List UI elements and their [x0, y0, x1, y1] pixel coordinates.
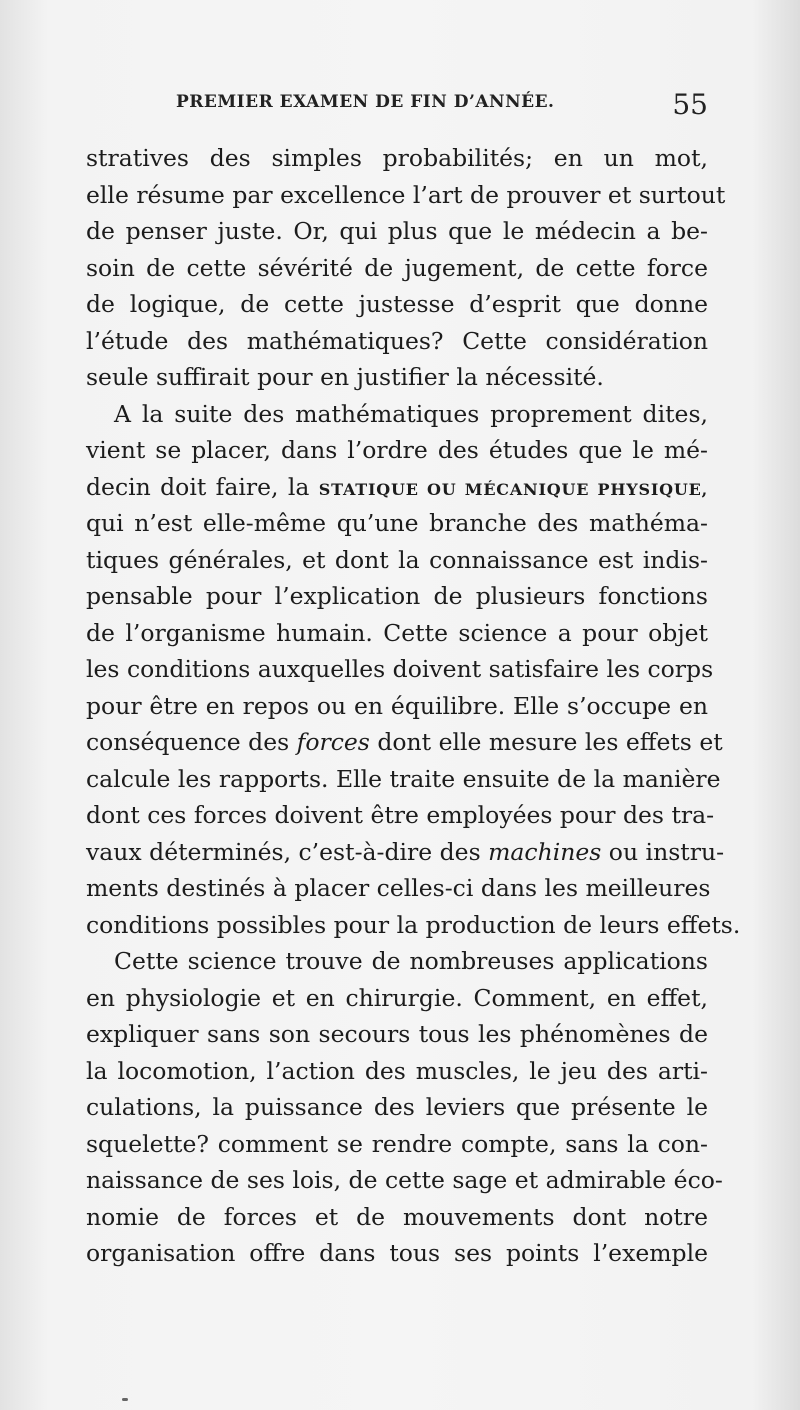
- text-run: ou instru-: [601, 837, 725, 866]
- text-line: elle résume par excellence l’art de prouver et surtout: [86, 180, 726, 209]
- text-run: dont elle mesure les effets et: [369, 728, 723, 756]
- running-header: [176, 88, 716, 124]
- text-line: organisation offre dans tous ses points l’exemple: [86, 1239, 708, 1267]
- ink-speck: [122, 1398, 128, 1401]
- text-run: vaux déterminés, c’est-à-dire des: [86, 837, 489, 866]
- text-line: A la suite des mathématiques proprement dites,: [114, 399, 708, 428]
- text-line: conditions possibles pour la production de leurs effets.: [86, 910, 741, 939]
- text-line: [86, 469, 708, 506]
- text-line: pour être en repos ou en équilibre. Elle s’occupe en: [86, 691, 708, 720]
- text-line: stratives des simples probabilités; en un mot,: [86, 144, 708, 172]
- text-line: soin de cette sévérité de jugement, de cette force: [86, 253, 708, 282]
- text-line: de logique, de cette justesse d’esprit que donne: [86, 290, 708, 318]
- text-line: seule suffirait pour en justifier la nécessité.: [86, 363, 604, 391]
- text-line: l’étude des mathématiques? Cette considération: [86, 326, 708, 355]
- text-line: [86, 724, 723, 761]
- text-line: ments destinés à placer celles-ci dans les meilleures: [86, 874, 711, 902]
- text-line: calcule les rapports. Elle traite ensuite de la manière: [86, 764, 721, 793]
- italic-term: forces: [296, 728, 370, 756]
- italic-term: machines: [488, 837, 602, 866]
- running-title: PREMIER EXAMEN DE FIN D’ANNÉE.: [176, 92, 555, 112]
- text-line: culations, la puissance des leviers que présente le: [86, 1093, 708, 1121]
- text-line: pensable pour l’explication de plusieurs fonctions: [86, 582, 708, 610]
- text-line: [86, 834, 725, 871]
- text-line: en physiologie et en chirurgie. Comment, en effet,: [86, 983, 708, 1012]
- text-line: dont ces forces doivent être employées pour des tra-: [86, 801, 715, 829]
- page-number: 55: [672, 88, 708, 121]
- text-line: tiques générales, et dont la connaissance est indis-: [86, 545, 708, 574]
- body-text: [86, 140, 741, 1272]
- text-line: naissance de ses lois, de cette sage et admirable éco-: [86, 1166, 723, 1194]
- text-line: vient se placer, dans l’ordre des études que le mé-: [86, 436, 708, 464]
- text-line: la locomotion, l’action des muscles, le jeu des arti-: [86, 1056, 708, 1085]
- text-line: qui n’est elle-même qu’une branche des mathéma-: [86, 509, 708, 537]
- text-line: de penser juste. Or, qui plus que le médecin a be-: [86, 217, 708, 245]
- text-line: squelette? comment se rendre compte, sans la con-: [86, 1129, 708, 1158]
- small-caps-term: STATIQUE OU MÉCANIQUE PHYSIQUE,: [318, 479, 708, 499]
- text-line: nomie de forces et de mouvements dont notre: [86, 1202, 708, 1231]
- text-line: les conditions auxquelles doivent satisfaire les corps: [86, 655, 714, 683]
- text-run: conséquence des: [86, 728, 297, 756]
- text-line: expliquer sans son secours tous les phénomènes de: [86, 1020, 708, 1048]
- text-run: decin doit faire, la: [86, 472, 319, 501]
- text-line: de l’organisme humain. Cette science a pour objet: [86, 618, 708, 647]
- text-line: Cette science trouve de nombreuses applications: [114, 947, 708, 975]
